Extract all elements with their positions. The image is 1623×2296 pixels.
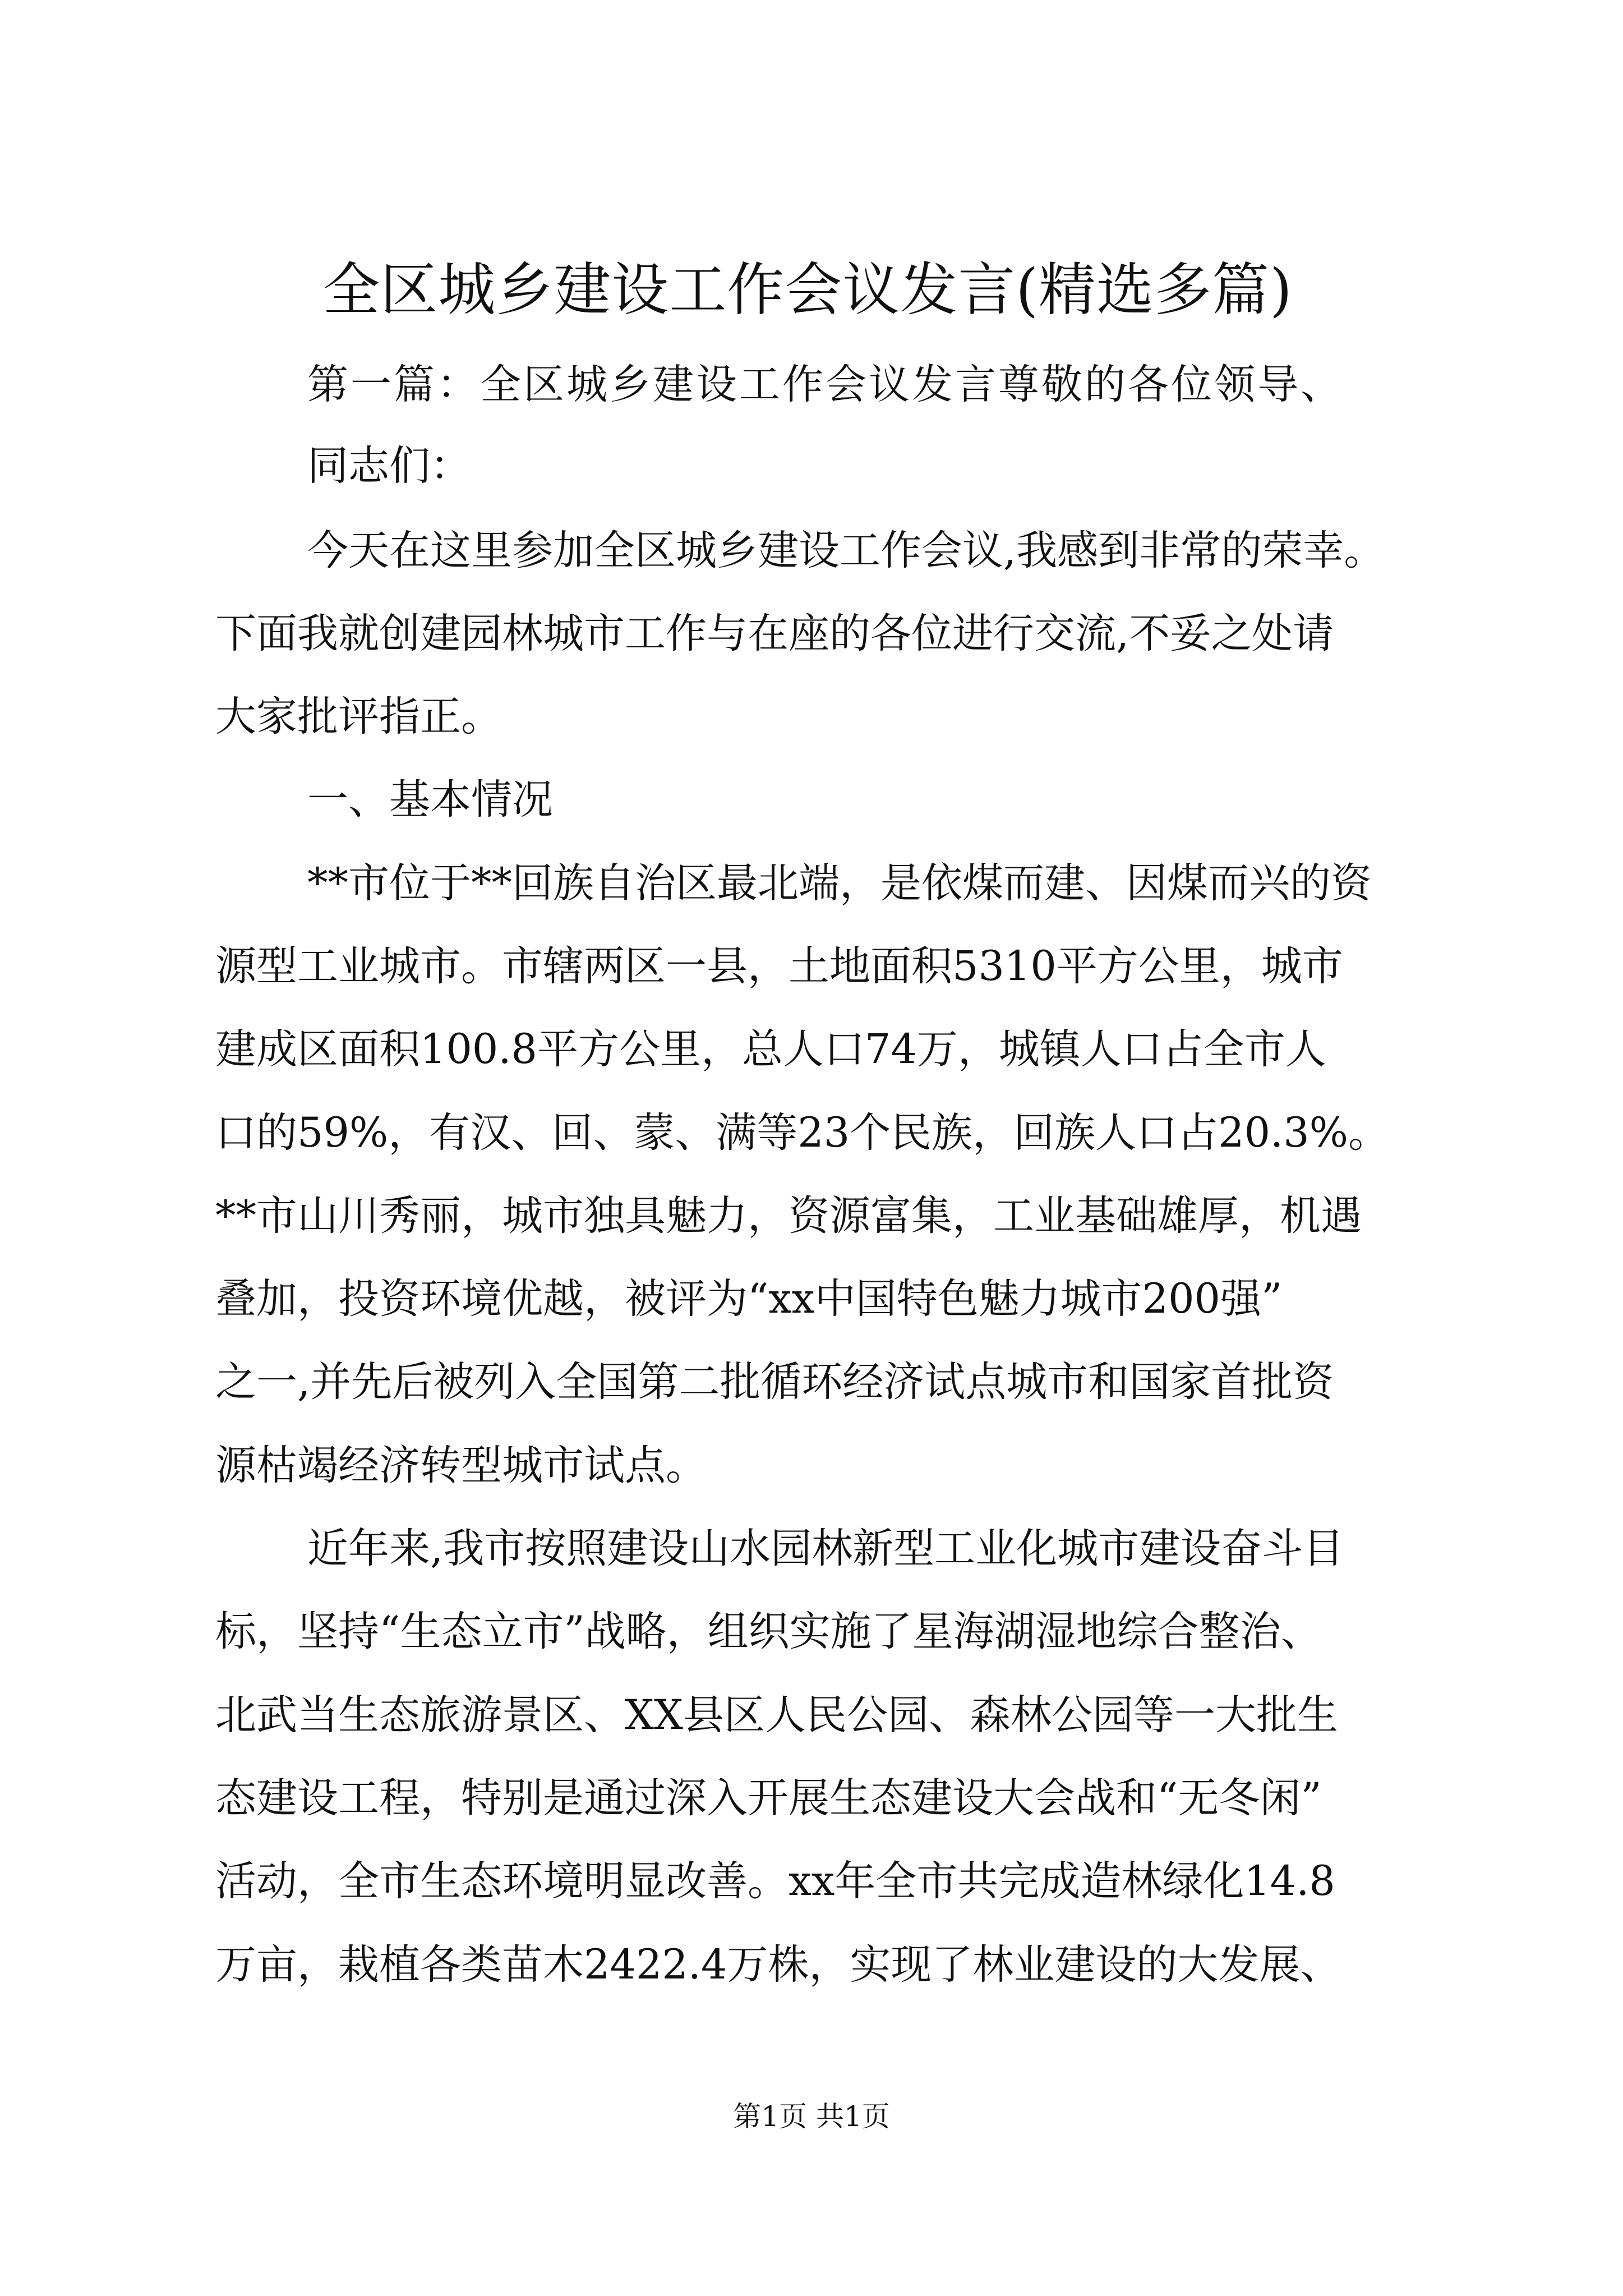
paragraph-line: 大家批评指正。 bbox=[215, 693, 502, 740]
paragraph-line: 第一篇：全区城乡建设工作会议发言尊敬的各位领导、 bbox=[307, 361, 1344, 408]
paragraph-line: 之一,并先后被列入全国第二批循环经济试点城市和国家首批资 bbox=[215, 1358, 1334, 1406]
paragraph-line: 标，坚持“生态立市”战略，组织实施了星海湖湿地综合整治、 bbox=[215, 1608, 1322, 1655]
paragraph-line: 源枯竭经济转型城市试点。 bbox=[215, 1442, 707, 1489]
paragraph-line: **市山川秀丽，城市独具魅力，资源富集，工业基础雄厚，机遇 bbox=[215, 1192, 1362, 1240]
paragraph-line: 万亩，栽植各类苗木2422.4万株，实现了林业建设的大发展、 bbox=[215, 1941, 1341, 1989]
paragraph-line: 同志们： bbox=[307, 442, 471, 490]
paragraph-line: 态建设工程，特别是通过深入开展生态建设大会战和“无冬闲” bbox=[215, 1774, 1322, 1822]
paragraph-line: 今天在这里参加全区城乡建设工作会议,我感到非常的荣幸。 bbox=[307, 527, 1385, 574]
page-footer: 第1页 共1页 bbox=[733, 2100, 890, 2133]
paragraph-line: **市位于**回族自治区最北端，是依煤而建、因煤而兴的资 bbox=[307, 859, 1372, 907]
document-title: 全区城乡建设工作会议发言(精选多篇) bbox=[322, 257, 1293, 324]
paragraph-line: 建成区面积100.8平方公里，总人口74万，城镇人口占全市人 bbox=[215, 1025, 1326, 1073]
paragraph-line: 源型工业城市。市辖两区一县，土地面积5310平方公里，城市 bbox=[215, 942, 1343, 990]
paragraph-line: 下面我就创建园林城市工作与在座的各位进行交流,不妥之处请 bbox=[215, 610, 1334, 657]
paragraph-line: 叠加，投资环境优越，被评为“xx中国特色魅力城市200强” bbox=[215, 1275, 1283, 1323]
paragraph-line: 口的59%，有汉、回、蒙、满等23个民族，回族人口占20.3%。 bbox=[215, 1109, 1390, 1157]
section-heading: 一、基本情况 bbox=[307, 776, 553, 823]
paragraph-line: 北武当生态旅游景区、XX县区人民公园、森林公园等一大批生 bbox=[215, 1691, 1338, 1739]
paragraph-line: 近年来,我市按照建设山水园林新型工业化城市建设奋斗目 bbox=[307, 1525, 1344, 1572]
paragraph-line: 活动，全市生态环境明显改善。xx年全市共完成造林绿化14.8 bbox=[215, 1857, 1335, 1905]
